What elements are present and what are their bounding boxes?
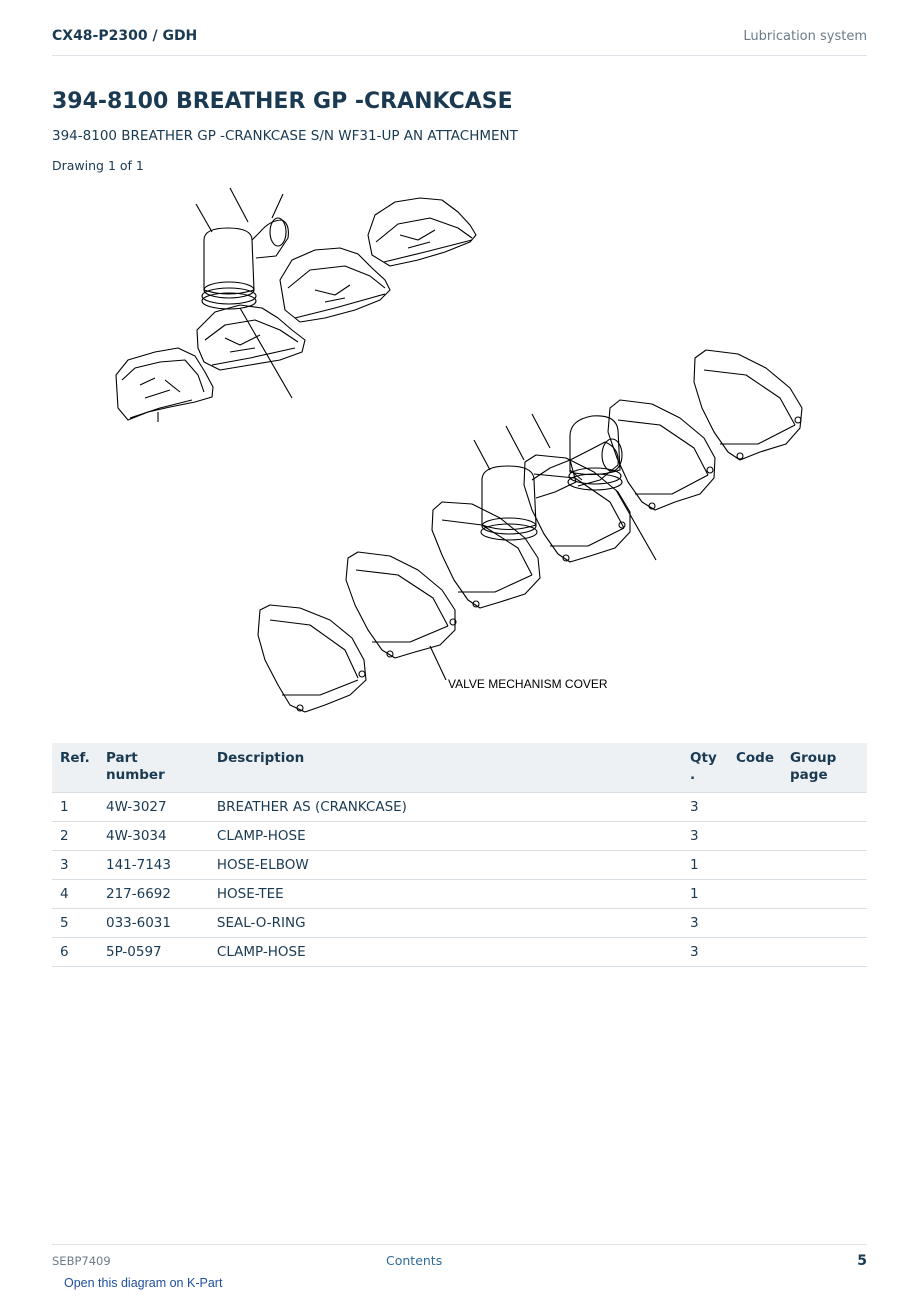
drawing-number: Drawing 1 of 1 xyxy=(52,158,144,173)
parts-table xyxy=(52,743,867,967)
cell-group-page xyxy=(782,851,867,880)
cell-quantity: 1 xyxy=(682,851,728,880)
header-part-number: Part number xyxy=(98,743,209,793)
cell-code xyxy=(728,909,782,938)
cell-part-number: 4W-3034 xyxy=(98,822,209,851)
upper-cover-2 xyxy=(197,305,305,370)
page-number: 5 xyxy=(857,1253,867,1269)
upper-cover-4 xyxy=(368,198,476,266)
lower-cover-2 xyxy=(346,552,456,658)
cell-ref: 3 xyxy=(52,851,98,880)
cell-description: HOSE-TEE xyxy=(209,880,682,909)
header-ref: Ref. xyxy=(52,743,98,793)
table-row xyxy=(52,938,867,967)
cell-quantity: 3 xyxy=(682,909,728,938)
document-id: SEBP7409 xyxy=(52,1254,111,1268)
table-row xyxy=(52,822,867,851)
cell-code xyxy=(728,822,782,851)
cell-group-page xyxy=(782,909,867,938)
cell-code xyxy=(728,851,782,880)
cell-description: HOSE-ELBOW xyxy=(209,851,682,880)
lower-cover-5 xyxy=(608,400,715,510)
cell-group-page xyxy=(782,793,867,822)
cell-part-number: 5P-0597 xyxy=(98,938,209,967)
table-header-row xyxy=(52,743,867,793)
page-title: 394-8100 BREATHER GP -CRANKCASE xyxy=(52,89,513,114)
section-name: Lubrication system xyxy=(743,29,867,44)
lower-cover-3 xyxy=(432,502,540,608)
cell-part-number: 033-6031 xyxy=(98,909,209,938)
cell-ref: 1 xyxy=(52,793,98,822)
cell-quantity: 3 xyxy=(682,793,728,822)
contents-link[interactable]: Contents xyxy=(386,1253,443,1268)
cell-quantity: 3 xyxy=(682,938,728,967)
cell-description: CLAMP-HOSE xyxy=(209,938,682,967)
breather-assembly-drawing xyxy=(100,180,820,725)
valve-mechanism-cover-callout: VALVE MECHANISM COVER xyxy=(448,677,608,691)
cell-quantity: 1 xyxy=(682,880,728,909)
cell-code xyxy=(728,938,782,967)
upper-cover-3 xyxy=(280,248,390,322)
cell-group-page xyxy=(782,822,867,851)
cell-ref: 6 xyxy=(52,938,98,967)
cell-ref: 4 xyxy=(52,880,98,909)
upper-breather-canister xyxy=(202,218,288,309)
cell-ref: 5 xyxy=(52,909,98,938)
cell-group-page xyxy=(782,938,867,967)
cell-part-number: 4W-3027 xyxy=(98,793,209,822)
lower-cover-1 xyxy=(258,605,366,712)
lower-breather-canister xyxy=(481,466,537,540)
table-row xyxy=(52,909,867,938)
table-row xyxy=(52,793,867,822)
header-group-page: Group page xyxy=(782,743,867,793)
header-description: Description xyxy=(209,743,682,793)
cell-code xyxy=(728,880,782,909)
header-quantity: Qty . xyxy=(682,743,728,793)
parts-diagram xyxy=(100,180,820,725)
cell-part-number: 217-6692 xyxy=(98,880,209,909)
cell-description: CLAMP-HOSE xyxy=(209,822,682,851)
header-code: Code xyxy=(728,743,782,793)
table-row xyxy=(52,880,867,909)
page-subtitle: 394-8100 BREATHER GP -CRANKCASE S/N WF31-UP AN ATTACHMENT xyxy=(52,128,518,144)
open-in-kpart-link[interactable]: Open this diagram on K-Part xyxy=(64,1276,223,1290)
lower-cover-6 xyxy=(694,350,802,460)
cell-description: SEAL-O-RING xyxy=(209,909,682,938)
page-header xyxy=(52,28,867,56)
cell-description: BREATHER AS (CRANKCASE) xyxy=(209,793,682,822)
model-identifier: CX48-P2300 / GDH xyxy=(52,28,198,44)
table-row xyxy=(52,851,867,880)
cell-group-page xyxy=(782,880,867,909)
cell-code xyxy=(728,793,782,822)
upper-cover-1 xyxy=(116,348,213,422)
cell-quantity: 3 xyxy=(682,822,728,851)
cell-ref: 2 xyxy=(52,822,98,851)
cell-part-number: 141-7143 xyxy=(98,851,209,880)
page-footer xyxy=(52,1244,867,1274)
